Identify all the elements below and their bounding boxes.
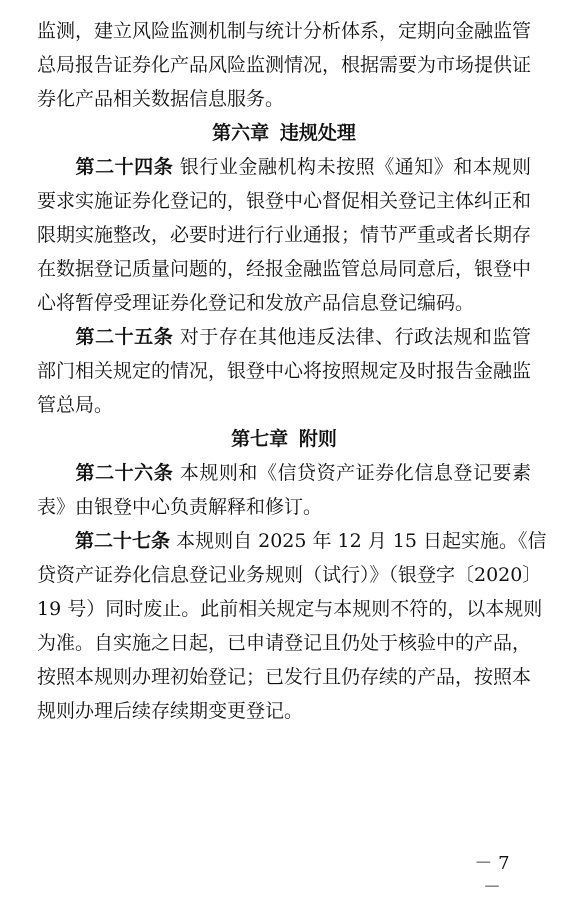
paragraph-line: 为准。自实施之日起，已申请登记且仍处于核验中的产品，: [37, 632, 532, 654]
paragraph-line: 限期实施整改，必要时进行行业通报；情节严重或者长期存: [37, 224, 532, 246]
chapter-title: 违规处理: [279, 122, 356, 144]
article-label: 第二十四条: [75, 156, 174, 178]
article-text: 本规则和《信贷资产证券化信息登记要素: [179, 462, 531, 484]
paragraph-line: 规则办理后续存续期变更登记。: [37, 700, 304, 722]
paragraph-line: 心将暂停受理证券化登记和发放产品信息登记编码。: [37, 292, 475, 314]
article-text: 对于存在其他违反法律、行政法规和监管: [179, 326, 531, 348]
chapter-number: 第六章: [212, 122, 270, 144]
chapter-heading: [37, 117, 531, 150]
paragraph-line: 要求实施证券化登记的，银登中心督促相关登记主体纠正和: [37, 190, 532, 212]
paragraph-line: 管总局。: [37, 394, 114, 416]
paragraph-line: 监测，建立风险监测机制与统计分析体系，定期向金融监管: [37, 20, 532, 42]
chapter-title: 附则: [298, 428, 337, 450]
paragraph-line: 总局报告证券化产品风险监测情况，根据需要为市场提供证: [37, 54, 532, 76]
paragraph-line: 表》由银登中心负责解释和修订。: [37, 496, 323, 518]
paragraph-line: 部门相关规定的情况，银登中心将按照规定及时报告金融监: [37, 360, 532, 382]
paragraph-line: 按照本规则办理初始登记；已发行且仍存续的产品，按照本: [37, 666, 532, 688]
paragraph-line: 在数据登记质量问题的，经报金融监管总局同意后，银登中: [37, 258, 532, 280]
chapter-number: 第七章: [231, 428, 289, 450]
paragraph-line: 19 号）同时废止。此前相关规定与本规则不符的，以本规则: [37, 598, 543, 620]
article-first-line: [37, 457, 531, 490]
article-first-line: [37, 321, 531, 354]
chapter-heading: [37, 423, 531, 456]
article-text: 本规则自 2025 年 12 月 15 日起实施。《信: [176, 530, 547, 552]
article-label: 第二十六条: [75, 462, 174, 484]
article-first-line: [37, 151, 531, 184]
article-label: 第二十七条: [75, 530, 171, 552]
article-label: 第二十五条: [75, 326, 174, 348]
page-number: － 7 －: [474, 853, 510, 898]
article-first-line: [37, 525, 547, 558]
paragraph-line: 券化产品相关数据信息服务。: [37, 88, 285, 110]
paragraph-line: 贷资产证券化信息登记业务规则（试行）》（银登字〔2020〕: [37, 564, 542, 586]
article-text: 银行业金融机构未按照《通知》和本规则: [179, 156, 531, 178]
